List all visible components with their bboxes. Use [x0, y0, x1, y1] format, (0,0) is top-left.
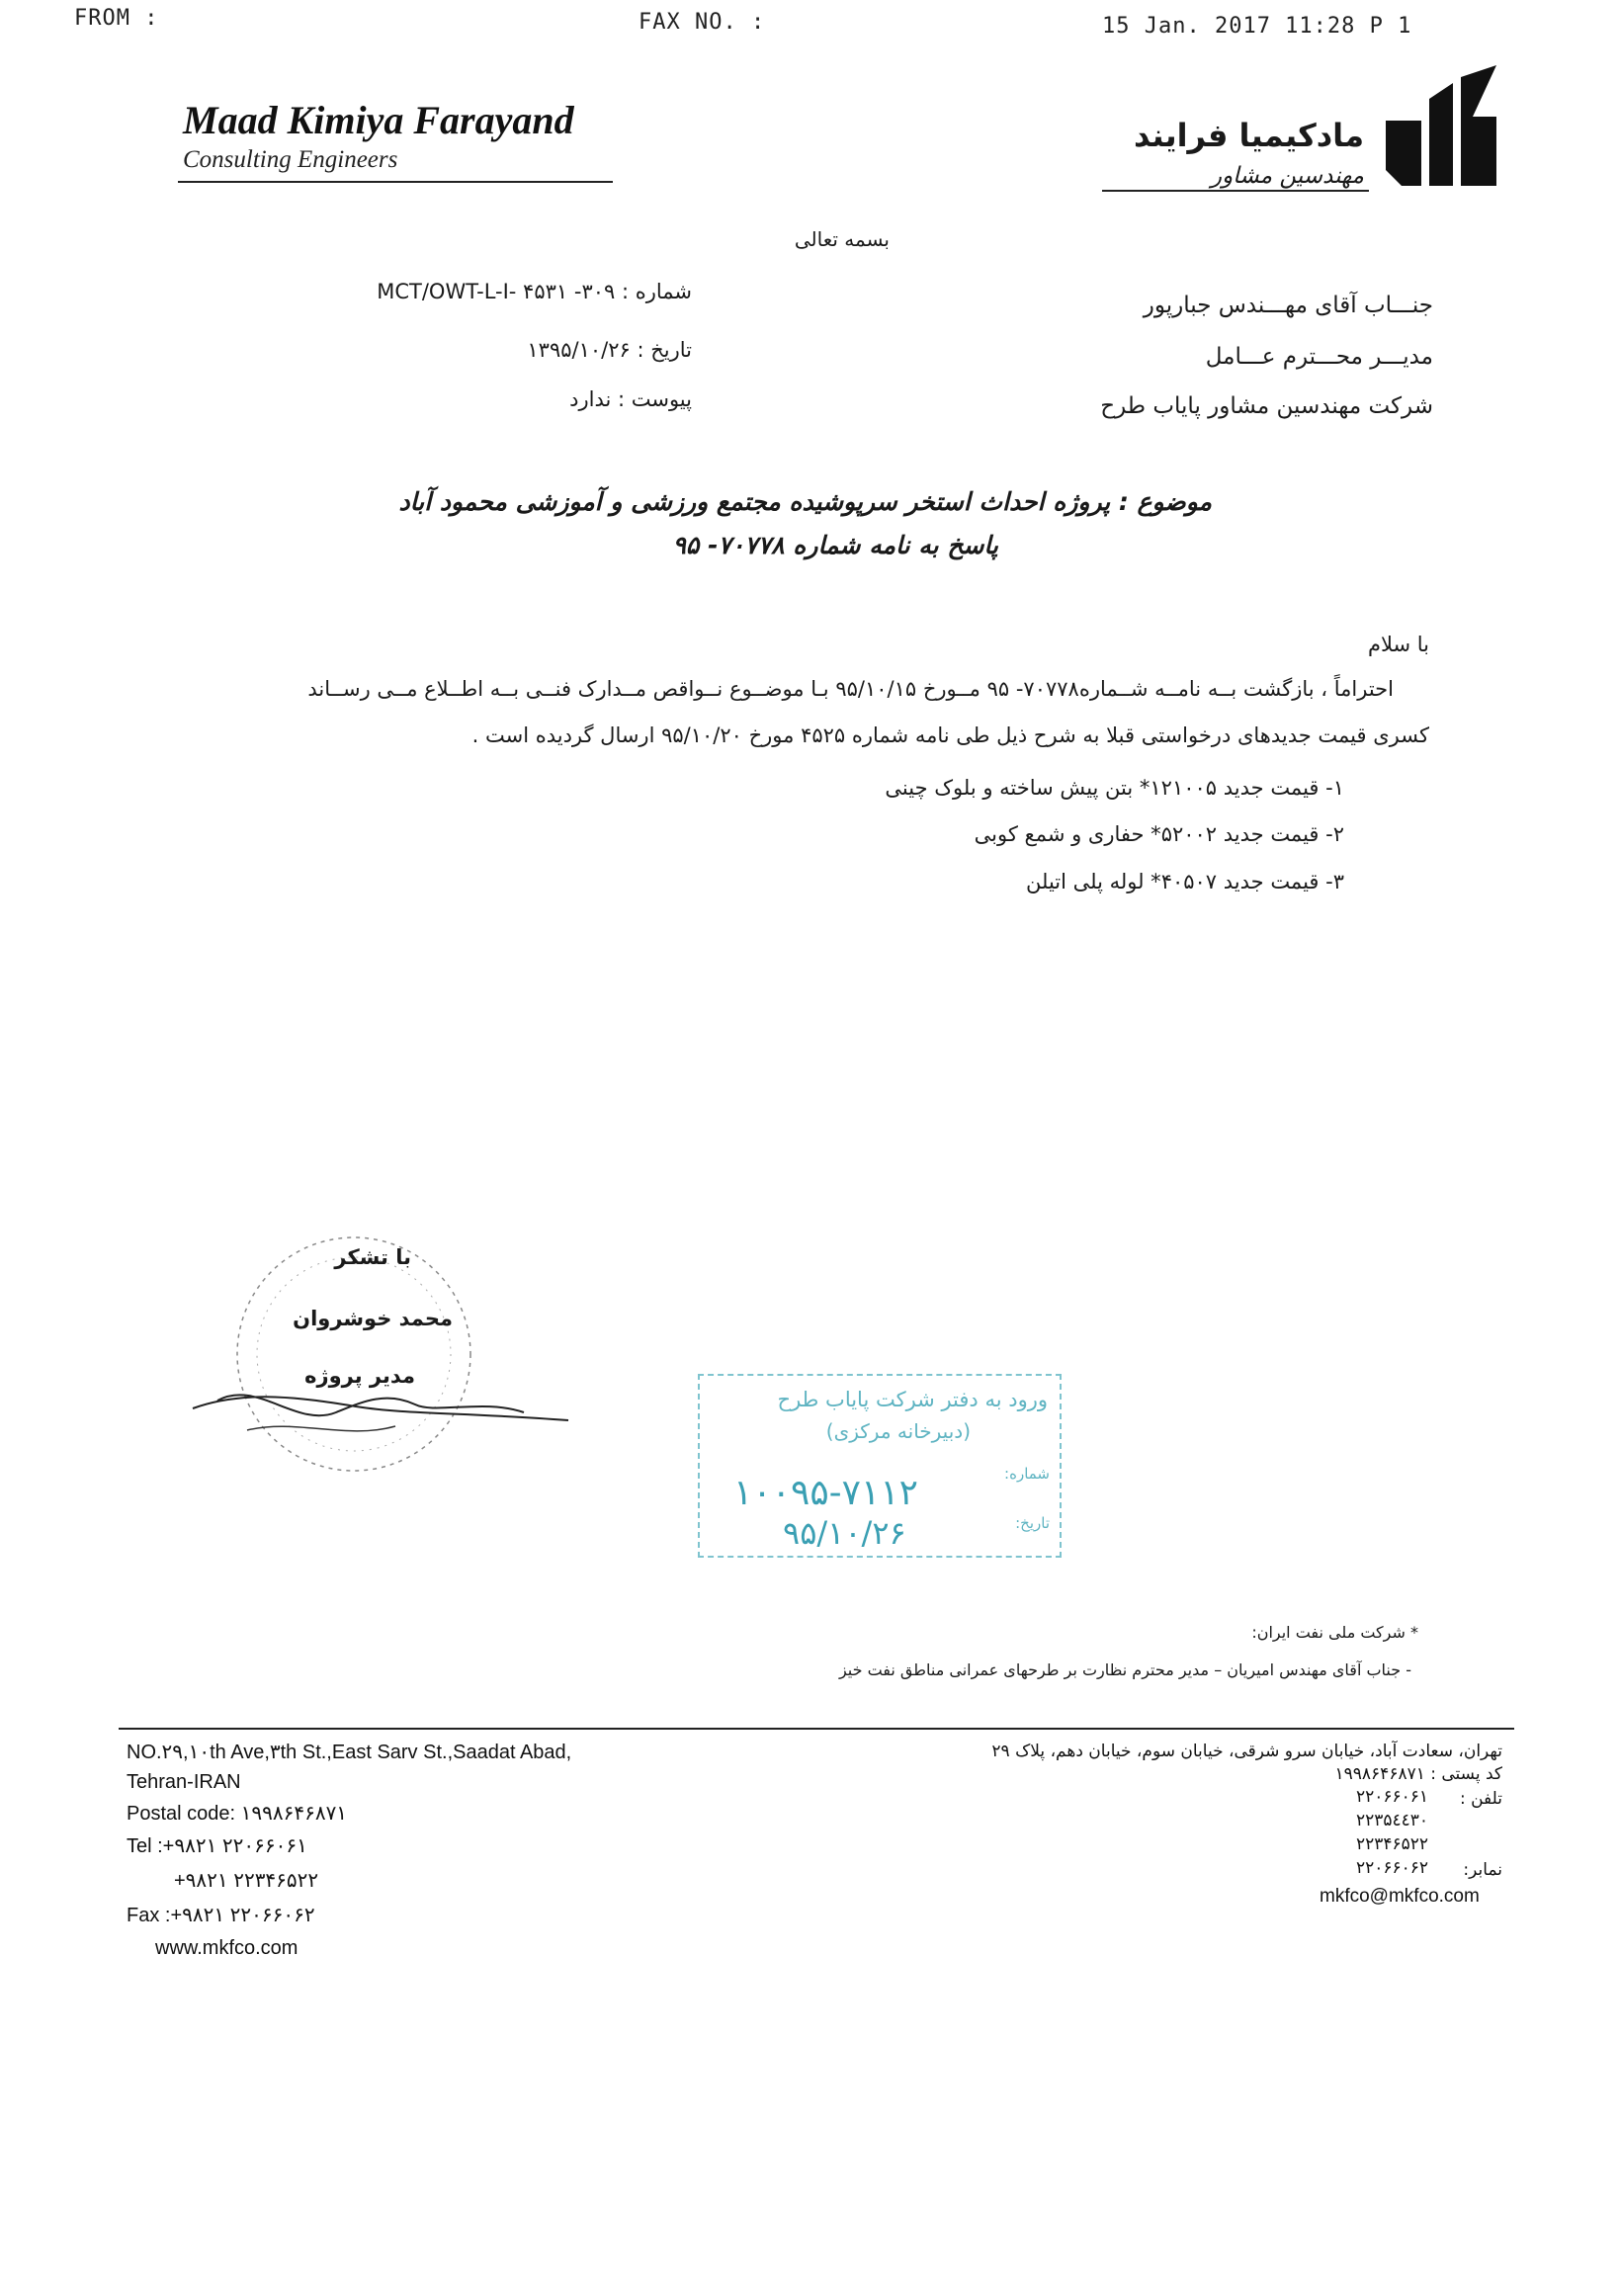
list-item: ۳- قیمت جدید ۴۰۵۰۷* لوله پلی اتیلن	[1026, 870, 1344, 893]
company-logo-icon	[1382, 63, 1498, 190]
company-name-en: Maad Kimiya Farayand	[183, 98, 574, 142]
stamp-subtitle: (دبیرخانه مرکزی)	[825, 1419, 971, 1443]
handwritten-signature-icon	[188, 1369, 573, 1448]
cc-organization: * شرکت ملی نفت ایران:	[1251, 1623, 1418, 1642]
invocation: بسمه تعالی	[794, 227, 890, 251]
body-paragraph-1: احتراماً ، بازگشت بــه نامــه شــماره۷۰۷۷۸- ۹۵ مــورخ ۹۵/۱۰/۱۵ بـا موضــوع نــواقص مــدارک فنــی بــه اطــلاع مــی رســاند	[307, 677, 1394, 701]
receipt-stamp	[698, 1374, 1062, 1558]
recipient-company: شرکت مهندسین مشاور پایاب طرح	[1100, 393, 1433, 419]
stamp-date-label: تاریخ:	[1015, 1514, 1050, 1532]
stamp-date: ۹۵/۱۰/۲۶	[783, 1514, 906, 1552]
footer-fax-fa: ۲۲۰۶۶۰۶۲	[1356, 1858, 1429, 1878]
fax-from: FROM :	[74, 6, 159, 31]
fax-number-label: FAX NO. :	[639, 10, 766, 35]
footer-tel-fa-1: ۲۲۰۶۶۰۶۱	[1356, 1787, 1429, 1807]
signatory-title: مدیر پروژه	[304, 1364, 415, 1388]
stamp-number-label: شماره:	[1004, 1465, 1050, 1483]
footer-address-fa: تهران، سعادت آباد، خیابان سرو شرقی، خیابان سوم، خیابان دهم، پلاک ۲۹	[991, 1742, 1502, 1761]
stamp-number: ۱۰۰۹۵-۷۱۱۲	[733, 1473, 919, 1513]
footer-postal-fa: کد پستی : ۱۹۹۸۶۴۶۸۷۱	[1334, 1764, 1502, 1784]
company-tagline-en: Consulting Engineers	[183, 146, 398, 173]
subject-line: موضوع : پروژه احداث استخر سرپوشیده مجتمع ورزشی و آموزشی محمود آباد	[398, 487, 1212, 516]
company-tagline-fa: مهندسین مشاور	[1210, 163, 1364, 189]
company-name-fa: مادکیمیا فرایند	[1134, 117, 1364, 154]
signature-thanks: با تشکر	[334, 1245, 411, 1269]
footer-tel-2: +۹۸۲۱ ۲۲۳۴۶۵۲۲	[174, 1870, 319, 1892]
fax-datetime: 15 Jan. 2017 11:28 P 1	[1102, 14, 1412, 39]
recipient-name: جنـــاب آقای مهـــندس جبارپور	[1143, 293, 1433, 318]
footer-website: www.mkfco.com	[155, 1937, 298, 1959]
subject-reference: پاسخ به نامه شماره ۷۰۷۷۸- ۹۵	[672, 531, 998, 559]
cc-recipient: - جناب آقای مهندس امیریان – مدیر محترم نظارت بر طرحهای عمرانی مناطق نفت خیز	[838, 1660, 1411, 1679]
body-paragraph-2: کسری قیمت جدیدهای درخواستی قبلا به شرح ذیل طی نامه شماره ۴۵۲۵ مورخ ۹۵/۱۰/۲۰ ارسال گردیده است .	[471, 723, 1429, 747]
letter-attachment: پیوست : ندارد	[569, 387, 692, 411]
list-item: ۲- قیمت جدید ۵۲۰۰۲* حفاری و شمع کوبی	[974, 822, 1344, 846]
footer-address-line2: Tehran-IRAN	[127, 1771, 241, 1793]
footer-postal-code: Postal code: ۱۹۹۸۶۴۶۸۷۱	[127, 1803, 348, 1825]
recipient-title: مدیـــر محـــترم عـــامل	[1205, 344, 1433, 370]
signatory-name: محمد خوشروان	[293, 1307, 453, 1330]
footer-tel-fa-2: ۲۲۳۵٤٤۳۰	[1356, 1811, 1429, 1830]
footer-fax: Fax :+۹۸۲۱ ۲۲۰۶۶۰۶۲	[127, 1905, 315, 1926]
letter-date: تاریخ : ۱۳۹۵/۱۰/۲۶	[527, 338, 692, 362]
letterhead-rule-left	[178, 181, 613, 183]
footer-address-line1: NO.۲۹,۱۰th Ave,۳th St.,East Sarv St.,Saadat Abad,	[127, 1742, 572, 1763]
stamp-title: ورود به دفتر شرکت پایاب طرح	[777, 1388, 1048, 1411]
greeting: با سلام	[1367, 633, 1429, 656]
footer-divider	[119, 1728, 1514, 1730]
footer-email: mkfco@mkfco.com	[1320, 1886, 1480, 1907]
letterhead-rule-right	[1102, 190, 1369, 192]
footer-tel-fa-3: ۲۲۳۴۶۵۲۲	[1356, 1834, 1429, 1854]
footer-tel-1: Tel :+۹۸۲۱ ۲۲۰۶۶۰۶۱	[127, 1835, 307, 1857]
letter-number: شماره : ۳۰۹- MCT/OWT-L-I- ۴۵۳۱	[377, 280, 692, 303]
footer-fax-label-fa: نمابر:	[1463, 1860, 1502, 1880]
footer-tel-label-fa: تلفن :	[1459, 1789, 1502, 1809]
list-item: ۱- قیمت جدید ۱۲۱۰۰۵* بتن پیش ساخته و بلوک چینی	[885, 776, 1344, 800]
